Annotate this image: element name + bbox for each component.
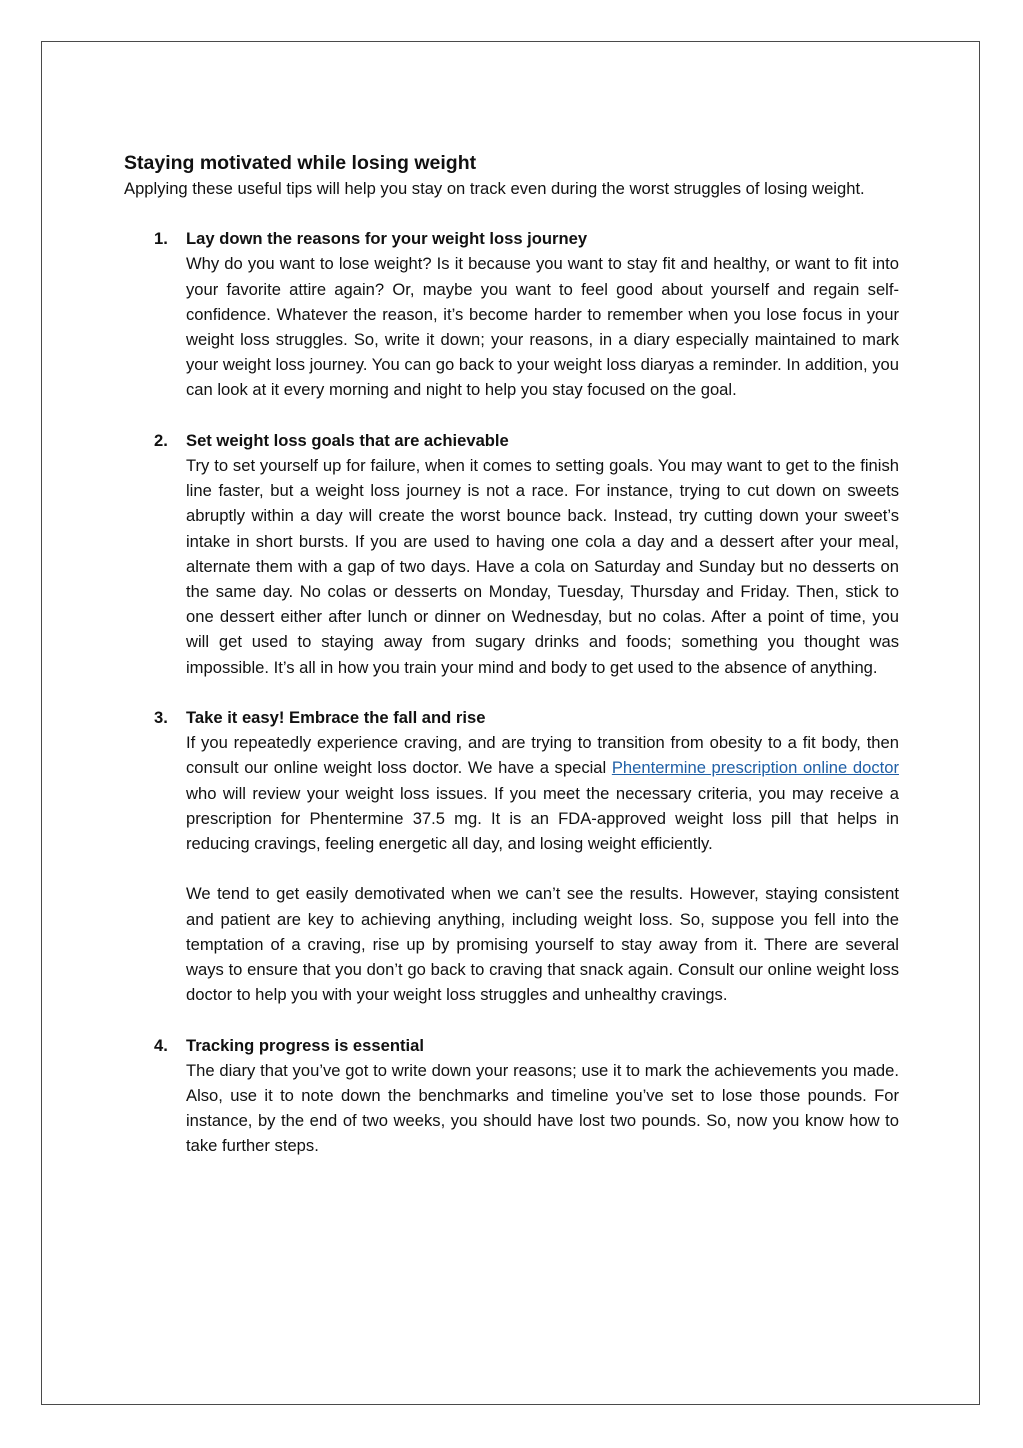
tip-heading: Set weight loss goals that are achievable: [186, 430, 509, 450]
list-item: [124, 428, 899, 680]
tip-heading: Lay down the reasons for your weight loss journey: [186, 229, 588, 249]
list-number: 4.: [154, 1035, 168, 1055]
document-body: [124, 150, 899, 1184]
tip-body: The diary that you’ve got to write down your reasons; use it to mark the achievements you made. Also, use it to note down the benchmarks and timeline you’ve set to lose those pounds. For instance, by the end of two weeks, you should have lost two pounds. So, now you know how to take further steps.: [186, 1060, 899, 1156]
tip-body-text: If you repeatedly experience craving, and are trying to transition from obesity to a fit body, then consult our online weight loss doctor. We have a special: [186, 733, 899, 778]
tip-body-second: We tend to get easily demotivated when we can’t see the results. However, staying consistent and patient are key to achieving anything, including weight loss. So, suppose you fell into the temptation of a craving, rise up by promising yourself to stay away from it. There are several ways to ensure that you don’t go back to craving that snack again. Consult our online weight loss doctor to help you with your weight loss struggles and unhealthy cravings.: [186, 884, 899, 1005]
list-number: 3.: [154, 708, 168, 728]
tip-heading: Tracking progress is essential: [186, 1035, 424, 1055]
list-item: [124, 705, 899, 1007]
list-item: [124, 1033, 899, 1159]
list-item: [124, 226, 899, 402]
tip-body: Try to set yourself up for failure, when it comes to setting goals. You may want to get to the finish line faster, but a weight loss journey is not a race. For instance, trying to cut down on sweets abruptly within a day will create the worst bounce back. Instead, try cutting down your sweet’s intake in short bursts. If you are used to having one cola a day and a dessert after your meal, alternate them with a gap of two days. Have a cola on Saturday and Sunday but no desserts on the same day. No colas or desserts on Monday, Tuesday, Thursday and Friday. Then, stick to one dessert either after lunch or dinner on Wednesday, but no colas. After a point of time, you will get used to staying away from sugary drinks and foods; something you thought was impossible. It’s all in how you train your mind and body to get used to the absence of anything.: [186, 456, 899, 677]
intro-paragraph: Applying these useful tips will help you stay on track even during the worst struggles of losing weight.: [124, 179, 865, 198]
list-number: 2.: [154, 430, 168, 450]
tip-body: [186, 730, 899, 856]
phentermine-doctor-link[interactable]: Phentermine prescription online doctor: [611, 758, 899, 778]
tip-heading: Take it easy! Embrace the fall and rise: [186, 708, 486, 728]
list-number: 1.: [154, 229, 168, 249]
document-title: Staying motivated while losing weight: [124, 152, 477, 174]
tips-list: [124, 226, 899, 1158]
tip-body-text: who will review your weight loss issues. If you meet the necessary criteria, you may receive a prescription for Phentermine 37.5 mg. It is an FDA-approved weight loss pill that helps in reducing cravings, feeling energetic all day, and losing weight efficiently.: [186, 783, 899, 854]
tip-body: Why do you want to lose weight? Is it because you want to stay fit and healthy, or want to fit into your favorite attire again? Or, maybe you want to feel good about yourself and regain self-confidence. Whatever the reason, it’s become harder to remember when you lose focus in your weight loss struggles. So, write it down; your reasons, in a diary especially maintained to mark your weight loss journey. You can go back to your weight loss diaryas a reminder. In addition, you can look at it every morning and night to help you stay focused on the goal.: [186, 254, 899, 400]
